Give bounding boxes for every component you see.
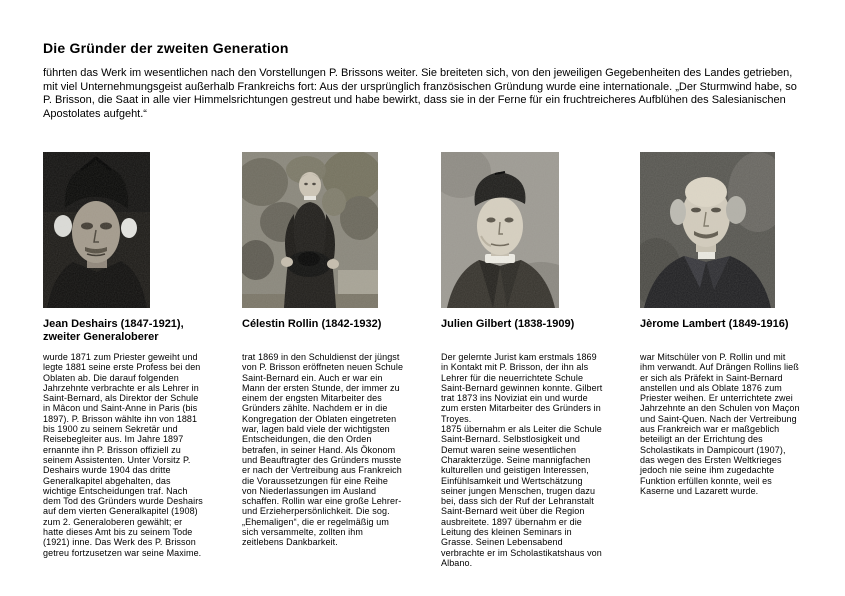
founder-bio-paragraph: wurde 1871 zum Priester geweiht und legte 1881 seine erste Profess bei den Oblaten ab. Die darauf folgenden Jahrzehnte verbrachte er als Lehrer in Saint-Bernard, als Direktor der Schule in Mâcon und Saint-Anne in Paris (bis 1897). P. Brisson wählte ihn von 1881 bis 1900 zu seinem Sekretär und Reisebegleiter aus. Im Jahre 1897 ernannte ihn P. Brisson offiziell zu seinem Assistenten. Unter Vorsitz P. Deshairs wurde 1904 das dritte Generalkapitel abgehalten, das wichtige Entscheidungen traf. Nach dem Tod des Gründers wurde Deshairs auf dem vierten Generalkapitel (1908) zum 2. Generaloberen gewählt; er hatte dieses Amt bis zu seinem Tode (1921) inne. Das Werk des P. Brisson getreu fortzusetzen war seine Maxime.: [43, 352, 203, 558]
portrait-image-gilbert: [441, 152, 559, 308]
founder-bio-paragraph: 1875 übernahm er als Leiter die Schule Saint-Bernard. Selbstlosigkeit und Demut waren seine wesentlichen Charakterzüge. Seine mannigfachen kulturellen und geistigen Interessen, Einfühlsamkeit und Wertschätzung seiner jungen Menschen, trugen dazu bei, dass sich der Ruf der Lehranstalt Saint-Bernard weit über die Region ausbreitete. 1897 übernahm er die Leitung des kleinen Seminars in Grasse. Seinen Lebensabend verbrachte er im Scholastikatshaus von Albano.: [441, 424, 602, 568]
portrait-image-lambert: [640, 152, 775, 308]
page-title: Die Gründer der zweiten Generation: [43, 40, 289, 56]
founder-name-block: [441, 318, 603, 352]
founder-name-block: [242, 318, 404, 352]
portrait-photo-deshairs: [43, 152, 205, 308]
founder-name-block: [43, 318, 205, 352]
portrait-photo-rollin: [242, 152, 404, 308]
portrait-photo-lambert: [640, 152, 802, 308]
portrait-image-rollin: [242, 152, 378, 308]
founder-bio-paragraph: Der gelernte Jurist kam erstmals 1869 in Kontakt mit P. Brisson, der ihn als Lehrer für die neuerrichtete Schule Saint-Bernard gewinnen konnte. Gilbert trat 1873 ins Noviziat ein und wurde zum ersten Mitarbeiter des Gründers in Troyes.: [441, 352, 603, 424]
founder-subtitle: zweiter Generaloberer: [43, 331, 159, 343]
founder-name: Jean Deshairs (1847-1921),: [43, 318, 184, 330]
founder-column-gilbert: [441, 152, 603, 568]
founders-grid: [43, 152, 803, 568]
portrait-image-deshairs: [43, 152, 150, 308]
founder-bio-paragraph: trat 1869 in den Schuldienst der jüngst von P. Brisson eröffneten neuen Schule Saint-Bernard ein. Auch er war ein Mann der ersten Stunde, der immer zu einem der engsten Mitarbeiter des Gründers zählte. Nachdem er in die Kongregation der Oblaten eingetreten war, lagen bald viele der wichtigsten Entscheidungen, die den Orden betrafen, in seiner Hand. Als Ökonom und Beauftragter des Gründers musste er nach der Vertreibung aus Frankreich die Voraussetzungen für eine Reihe von Niederlassungen im Ausland schaffen. Rollin war eine große Lehrer- und Erzieherpersönlichkeit. Die sog. „Ehemaligen“, die er regelmäßig um sich versammelte, zollten ihm zeitlebens Dankbarkeit.: [242, 352, 404, 548]
founder-name: Célestin Rollin (1842-1932): [242, 318, 382, 330]
founder-column-lambert: [640, 152, 802, 568]
founder-column-rollin: [242, 152, 404, 568]
founder-name: Julien Gilbert (1838-1909): [441, 318, 575, 330]
founder-name-block: [640, 318, 802, 352]
portrait-photo-gilbert: [441, 152, 603, 308]
founder-column-deshairs: [43, 152, 205, 568]
intro-paragraph: führten das Werk im wesentlichen nach den Vorstellungen P. Brissons weiter. Sie breiteten sich, von den jeweiligen Gegebenheiten des Landes getrieben, mit viel Unternehmungsgeist außerhalb Frankreichs fort: Aus der ursprünglich französischen Gründung wurde eine internationale. „Der Sturmwind habe, so P. Brisson, die Saat in alle vier Himmelsrichtungen gestreut und habe bewirkt, dass sie in der Ferne für ein fruchtreicheres Aufblühen des Salesianischen Apostolates aufgeht.“: [43, 67, 797, 120]
founder-name: Jèrome Lambert (1849-1916): [640, 318, 789, 330]
founder-bio-paragraph: war Mitschüler von P. Rollin und mit ihm verwandt. Auf Drängen Rollins ließ er sich als Präfekt in Saint-Bernard anstellen und als Oblate 1876 zum Priester weihen. Er unterrichtete zwei Jahrzehnte an den Schulen von Maçon und Saint-Quen. Nach der Vertreibung aus Frankreich war er maßgeblich beteiligt an der Errichtung des Scholastikats in Dampicourt (1907), das wegen des Ersten Weltkrieges jedoch nie seine ihm zugedachte Funktion erfüllen konnte, weil es Kaserne und Lazarett wurde.: [640, 352, 800, 496]
